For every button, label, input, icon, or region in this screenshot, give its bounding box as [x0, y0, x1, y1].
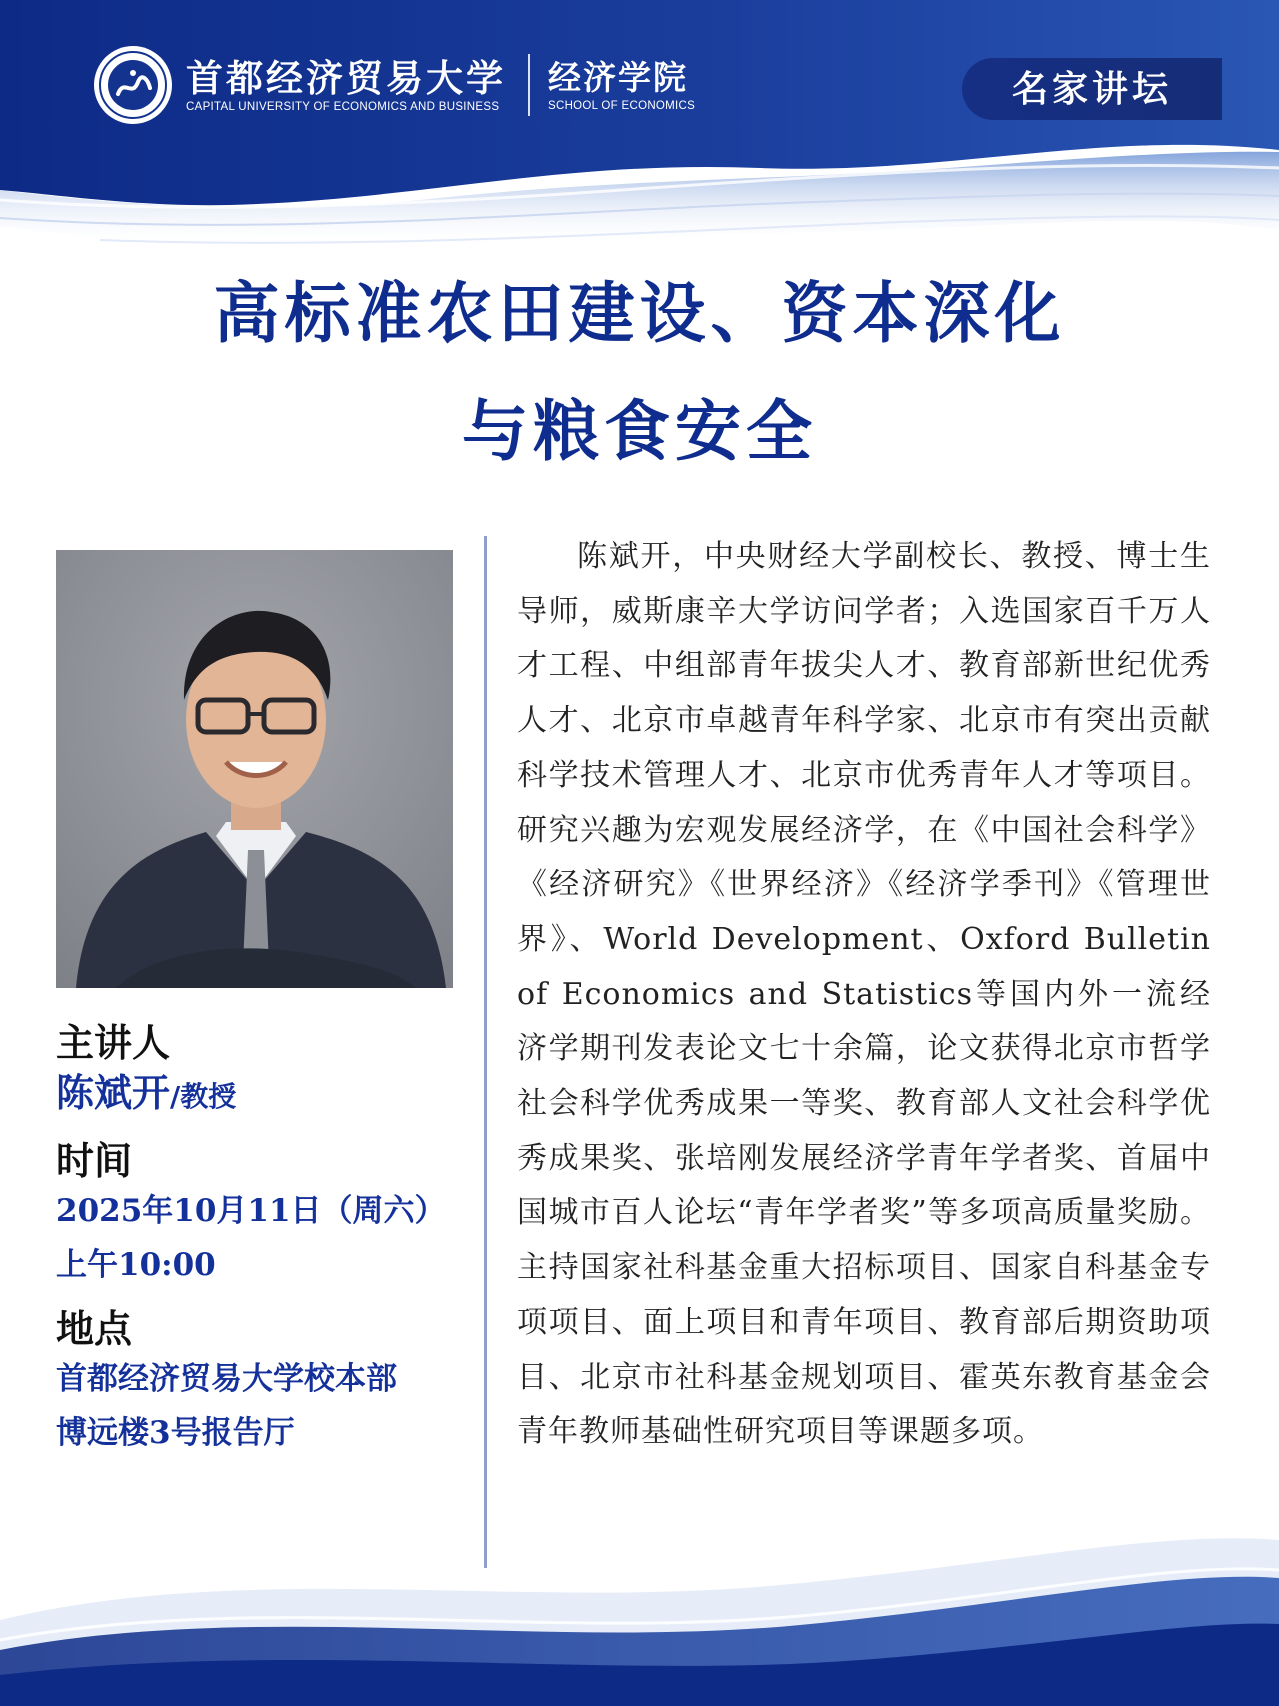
university-name-en: CAPITAL UNIVERSITY OF ECONOMICS AND BUSINESS	[186, 101, 500, 113]
venue-line-1: 首都经济贸易大学校本部	[56, 1361, 397, 1397]
university-name-cn: 首都经济贸易大学	[186, 56, 506, 100]
school-name-cn: 经济学院	[548, 58, 688, 97]
footer-waves	[0, 1500, 1279, 1706]
university-seal-icon	[92, 44, 174, 126]
venue-line-2: 博远楼3号报告厅	[56, 1415, 295, 1451]
speaker-title: /教授	[170, 1080, 237, 1113]
lecture-title	[0, 255, 1279, 491]
venue-label: 地点	[56, 1307, 133, 1351]
school-name-block	[548, 57, 695, 113]
series-badge: 名家讲坛	[962, 58, 1222, 120]
time-date: 2025年10月11日（周六）	[56, 1193, 446, 1229]
speaker-bio: 陈斌开，中央财经大学副校长、教授、博士生导师，威斯康辛大学访问学者；入选国家百千万人才工程、中组部青年拔尖人才、教育部新世纪优秀人才、北京市卓越青年科学家、北京市有突出贡献科学技术管理人才、北京市优秀青年人才等项目。研究兴趣为宏观发展经济学，在《中国社会科学》《经济研究》《世界经济》《经济学季刊》《管理世界》、World Development、Oxford Bulletin of Economics and Statistics等国内外一流经济学期刊发表论文七十余篇，论文获得北京市哲学社会科学优秀成果一等奖、教育部人文社会科学优秀成果奖、张培刚发展经济学青年学者奖、首届中国城市百人论坛“青年学者奖”等多项高质量奖励。主持国家社科基金重大招标项目、国家自科基金专项项目、面上项目和青年项目、教育部后期资助项目、北京市社科基金规划项目、霍英东教育基金会青年教师基础性研究项目等课题多项。	[517, 539, 1211, 1450]
header-logos	[92, 44, 695, 126]
time-label: 时间	[56, 1139, 133, 1183]
title-line-2: 与粮食安全	[462, 393, 817, 470]
speaker-name: 陈斌开	[56, 1070, 171, 1115]
title-line-1: 高标准农田建设、资本深化	[213, 275, 1066, 352]
university-name-block	[186, 56, 506, 114]
school-name-en: SCHOOL OF ECONOMICS	[548, 100, 696, 112]
column-divider	[484, 536, 487, 1568]
speaker-line	[56, 1066, 456, 1124]
speaker-photo	[56, 550, 453, 988]
time-clock: 上午10:00	[56, 1247, 216, 1283]
event-info	[56, 1020, 456, 1460]
speaker-label: 主讲人	[56, 1021, 171, 1065]
logo-separator	[528, 54, 530, 116]
